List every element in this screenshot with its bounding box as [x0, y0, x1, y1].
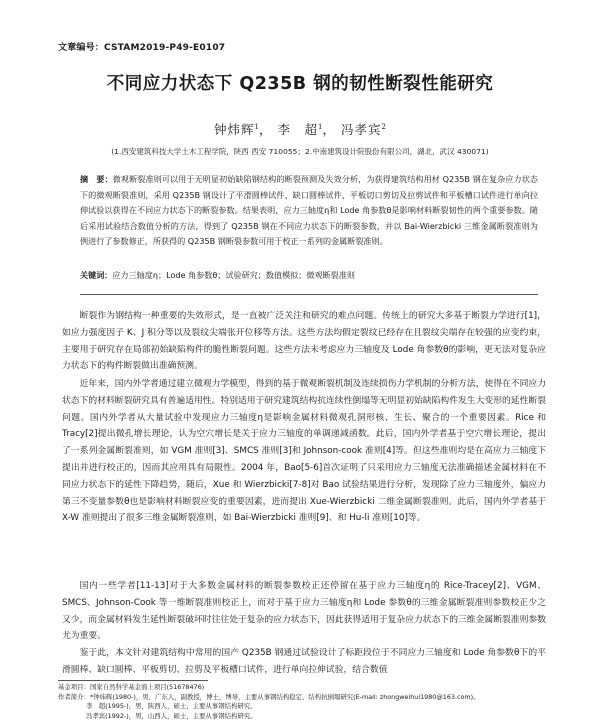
- body-paragraph: 鉴于此，本文针对建筑结构中常用的国产 Q235B 钢通过试验设计了标距段位于不同应力三轴度和 Lode 角参数θ下的平滑圆棒、缺口圆棒、平板剪切、拉剪及平板槽口试件，进行单向拉伸试验，结合数值: [62, 648, 546, 675]
- body-paragraph: 近年来，国内外学者通过建立微观力学模型，得到的基于微观断裂机制及连续损伤力学机制的分析方法，使得在不同应力状态下的材料断裂研究具有普遍适用性。特别适用于研究建筑结构抗连续性倒塌等无明显初始缺陷构件发生大变形的延性断裂问题。国内外学者从大量试验中发现应力三轴度η是影响金属材料微观孔洞形核、生长、聚合的一个重要因素。Rice 和 Tracy[2]提出微孔增长理论，认为空穴增长是关于应力三轴度的单调递减函数。此后，国内外学者基于空穴增长理论，提出了一系列金属断裂准则，如 VGM 准则[3]、SMCS 准则[3]和 Johnson-cook 准则[4]等。但这些准则均是在高应力三轴度下提出并进行校正的，因而其应用具有局限性。2004 年，Bao[5-6]首次证明了只采用应力三轴度无法准确描述金属材料在不同应力状态下的延性下降趋势，随后，Xue 和 Wierzbicki[7-8]对 Bao 试验结果进行分析，发现除了应力三轴度外，偏应力第三不变量参数θ也是影响材料断裂应变的重要因素，进而提出 Xue-Wierzbicki 二维金属断裂准则。此后，国内外学者基于 X-W 准则提出了很多三维金属断裂准则，如 Bai-Wierzbicki 准则[9]、和 Hu-li 准则[10]等。: [62, 379, 546, 524]
- keywords-text: 应力三轴度η；Lode 角参数θ；试验研究；数值模拟；微观断裂准则: [112, 270, 355, 280]
- keywords: [80, 268, 538, 284]
- footnote-divider: [58, 680, 208, 681]
- author-name: 冯孝宾: [340, 122, 382, 137]
- article-number: 文章编号：CSTAM2019-P49-E0107: [58, 43, 226, 53]
- author-affiliation-marker: 1: [318, 122, 323, 131]
- footnote-author-bio: 冯孝宾(1992-)，男，山西人，硕士，主要从事钢结构研究。: [86, 711, 257, 720]
- abstract-label: 摘 要：: [80, 174, 113, 184]
- footnotes: [58, 683, 558, 721]
- body-paragraph: 断裂作为钢结构一种重要的失效形式，是一直被广泛关注和研究的难点问题。传统上的研究大多基于断裂力学进行[1]，如应力强度因子 K、J 积分等以及裂纹尖端张开位移等方法。这些方法均假定裂纹已经存在且裂纹尖端存在较强的应变约束，主要用于研究存在局部初始缺陷构件的脆性断裂问题。这些方法未考虑应力三轴度及 Lode 角参数θ的影响，更无法对复杂应力状态下的构件断裂做出准确预测。: [62, 311, 546, 372]
- author-affiliation-marker: 1: [254, 122, 260, 131]
- footnote-author-bio: 作者简介：*钟炜辉(1980-)，男，广东人，副教授，博士，博导，主要从事钢结构稳定、结构抗倒塌研究(E-mail: zhongweihui1980@163.com)。: [58, 692, 480, 701]
- footnote-author-bio: 李 超(1995-)，男，陕西人，硕士，主要从事钢结构研究。: [86, 702, 257, 711]
- body-paragraph: 国内一些学者[11-13]对于大多数金属材料的断裂参数校正还停留在基于应力三轴度η的 Rice-Tracey[2]、VGM、SMCS、Johnson-Cook 等一维断裂准则校正上，而对于基于应力三轴度η和 Lode 参数θ的三维金属断裂准则参数校正少之又少，而金属材料发生延性断裂破坏时往往处于复杂的应力状态下，因此获得适用于复杂应力状态下的三维金属断裂准则参数尤为重要。: [62, 581, 546, 642]
- author-name: 钟炜辉: [214, 122, 255, 137]
- author-list: 钟炜辉$^1$， 李 超$^1$， 冯孝宾$^2$: [214, 122, 386, 137]
- author-name: 李 超: [277, 122, 319, 137]
- author-affiliation: (1.西安建筑科技大学土木工程学院，陕西 西安 710055；2.中南建筑设计院股份有限公司，湖北，武汉 430071): [111, 147, 489, 156]
- keywords-label: 关键词：: [80, 270, 113, 280]
- paper-title: 不同应力状态下 Q235B 钢的韧性断裂性能研究: [106, 74, 494, 94]
- author-affiliation-marker: 2: [381, 122, 386, 131]
- abstract: [80, 172, 538, 250]
- section-divider: [80, 294, 538, 295]
- abstract-text: 微观断裂准则可以用于无明显初始缺陷钢结构的断裂预测及失效分析，为获得建筑结构用材 Q235B 钢在复杂应力状态下的微观断裂准则，采用 Q235B 钢设计了平滑圆棒试件、缺口圆棒试件、平板切口剪切及拉剪试件和平板槽口试件进行单向拉伸试验以获得在不同应力状态下的断裂参数。结果表明，应力三轴度η和 Lode 角参数θ是影响材料断裂韧性的两个重要参数。随后采用试验结合数值分析的方法，得到了 Q235B 钢在不同应力状态下的断裂参数，并以 Bai-Wierzbicki 三维金属断裂准则为例进行了参数修正，所获得的 Q235B 钢断裂参数可用于校正一系列的金属断裂准则。: [80, 174, 538, 247]
- footnote-funding: 基金项目：国家自然科学基金面上项目(51678476): [58, 683, 205, 691]
